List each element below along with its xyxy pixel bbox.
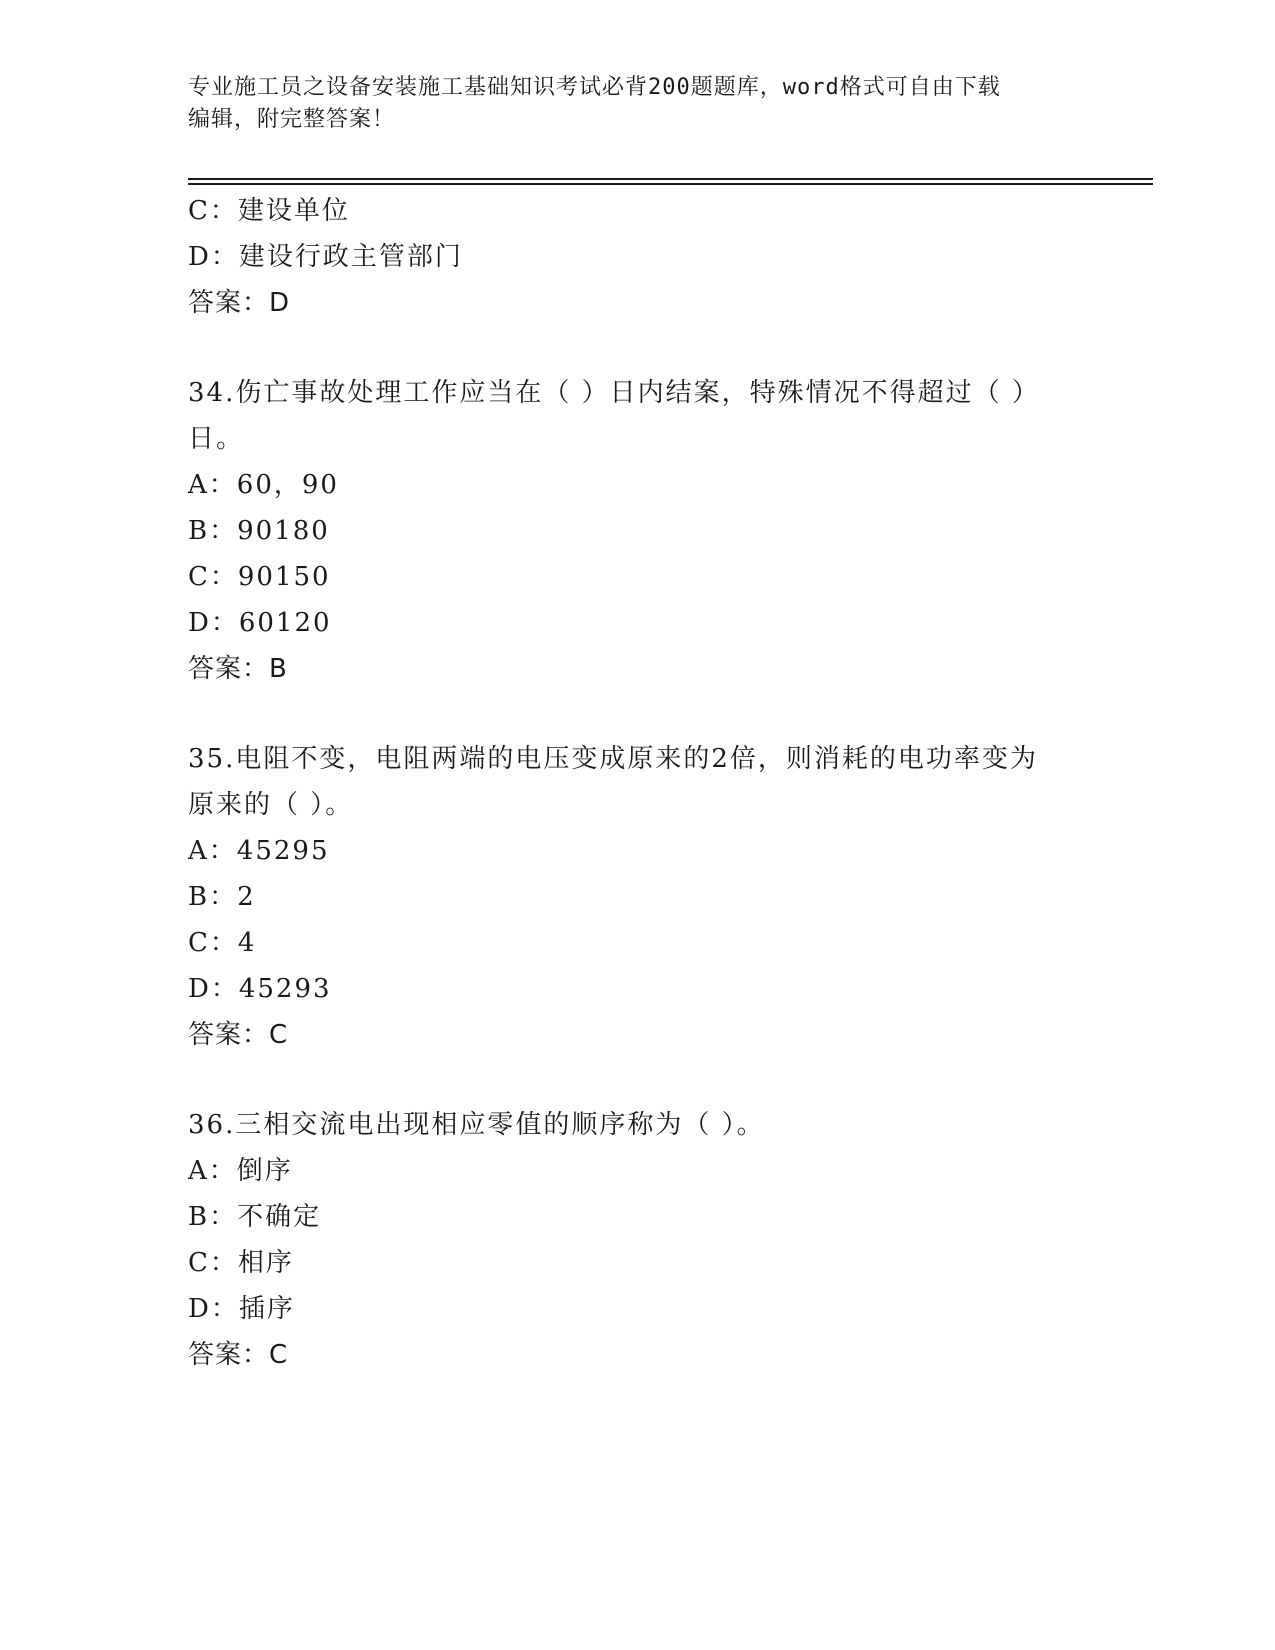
question-list bbox=[188, 188, 1088, 1378]
question-34 bbox=[188, 370, 1088, 692]
option-a: A：45295 bbox=[188, 836, 330, 866]
option-b: B：90180 bbox=[188, 516, 330, 546]
question-36 bbox=[188, 1102, 1088, 1378]
option-c: C：相序 bbox=[188, 1248, 294, 1278]
answer-line: 答案：C bbox=[188, 1340, 289, 1370]
header-divider-bottom bbox=[188, 183, 1153, 185]
option-d: D：45293 bbox=[188, 974, 332, 1004]
question-35 bbox=[188, 736, 1088, 1058]
option-c: C：90150 bbox=[188, 562, 331, 592]
option-c: C：建设单位 bbox=[188, 196, 350, 226]
answer-line: 答案：D bbox=[188, 288, 291, 318]
answer-line: 答案：B bbox=[188, 654, 288, 684]
question-stem: 34.伤亡事故处理工作应当在（ ）日内结案，特殊情况不得超过（ ） bbox=[188, 378, 1040, 408]
document-header bbox=[188, 72, 1068, 136]
question-33-tail bbox=[188, 188, 1088, 326]
option-a: A：倒序 bbox=[188, 1156, 293, 1186]
question-stem-continued: 原来的（ ）。 bbox=[188, 790, 354, 820]
option-d: D：建设行政主管部门 bbox=[188, 242, 463, 272]
option-d: D：插序 bbox=[188, 1294, 295, 1324]
question-stem-continued: 日。 bbox=[188, 424, 245, 454]
spacer bbox=[188, 1058, 1088, 1102]
question-stem: 36.三相交流电出现相应零值的顺序称为（ ）。 bbox=[188, 1110, 765, 1140]
option-a: A：60，90 bbox=[188, 470, 339, 500]
header-divider-top bbox=[188, 178, 1153, 180]
option-b: B：不确定 bbox=[188, 1202, 322, 1232]
header-line-2: 编辑，附完整答案！ bbox=[188, 107, 396, 132]
spacer bbox=[188, 692, 1088, 736]
spacer bbox=[188, 326, 1088, 370]
answer-line: 答案：C bbox=[188, 1020, 289, 1050]
question-stem: 35.电阻不变，电阻两端的电压变成原来的2倍，则消耗的电功率变为 bbox=[188, 744, 1038, 774]
option-d: D：60120 bbox=[188, 608, 332, 638]
header-line-1: 专业施工员之设备安装施工基础知识考试必背200题题库，word格式可自由下载 bbox=[188, 75, 1001, 100]
option-b: B：2 bbox=[188, 882, 256, 912]
option-c: C：4 bbox=[188, 928, 257, 958]
